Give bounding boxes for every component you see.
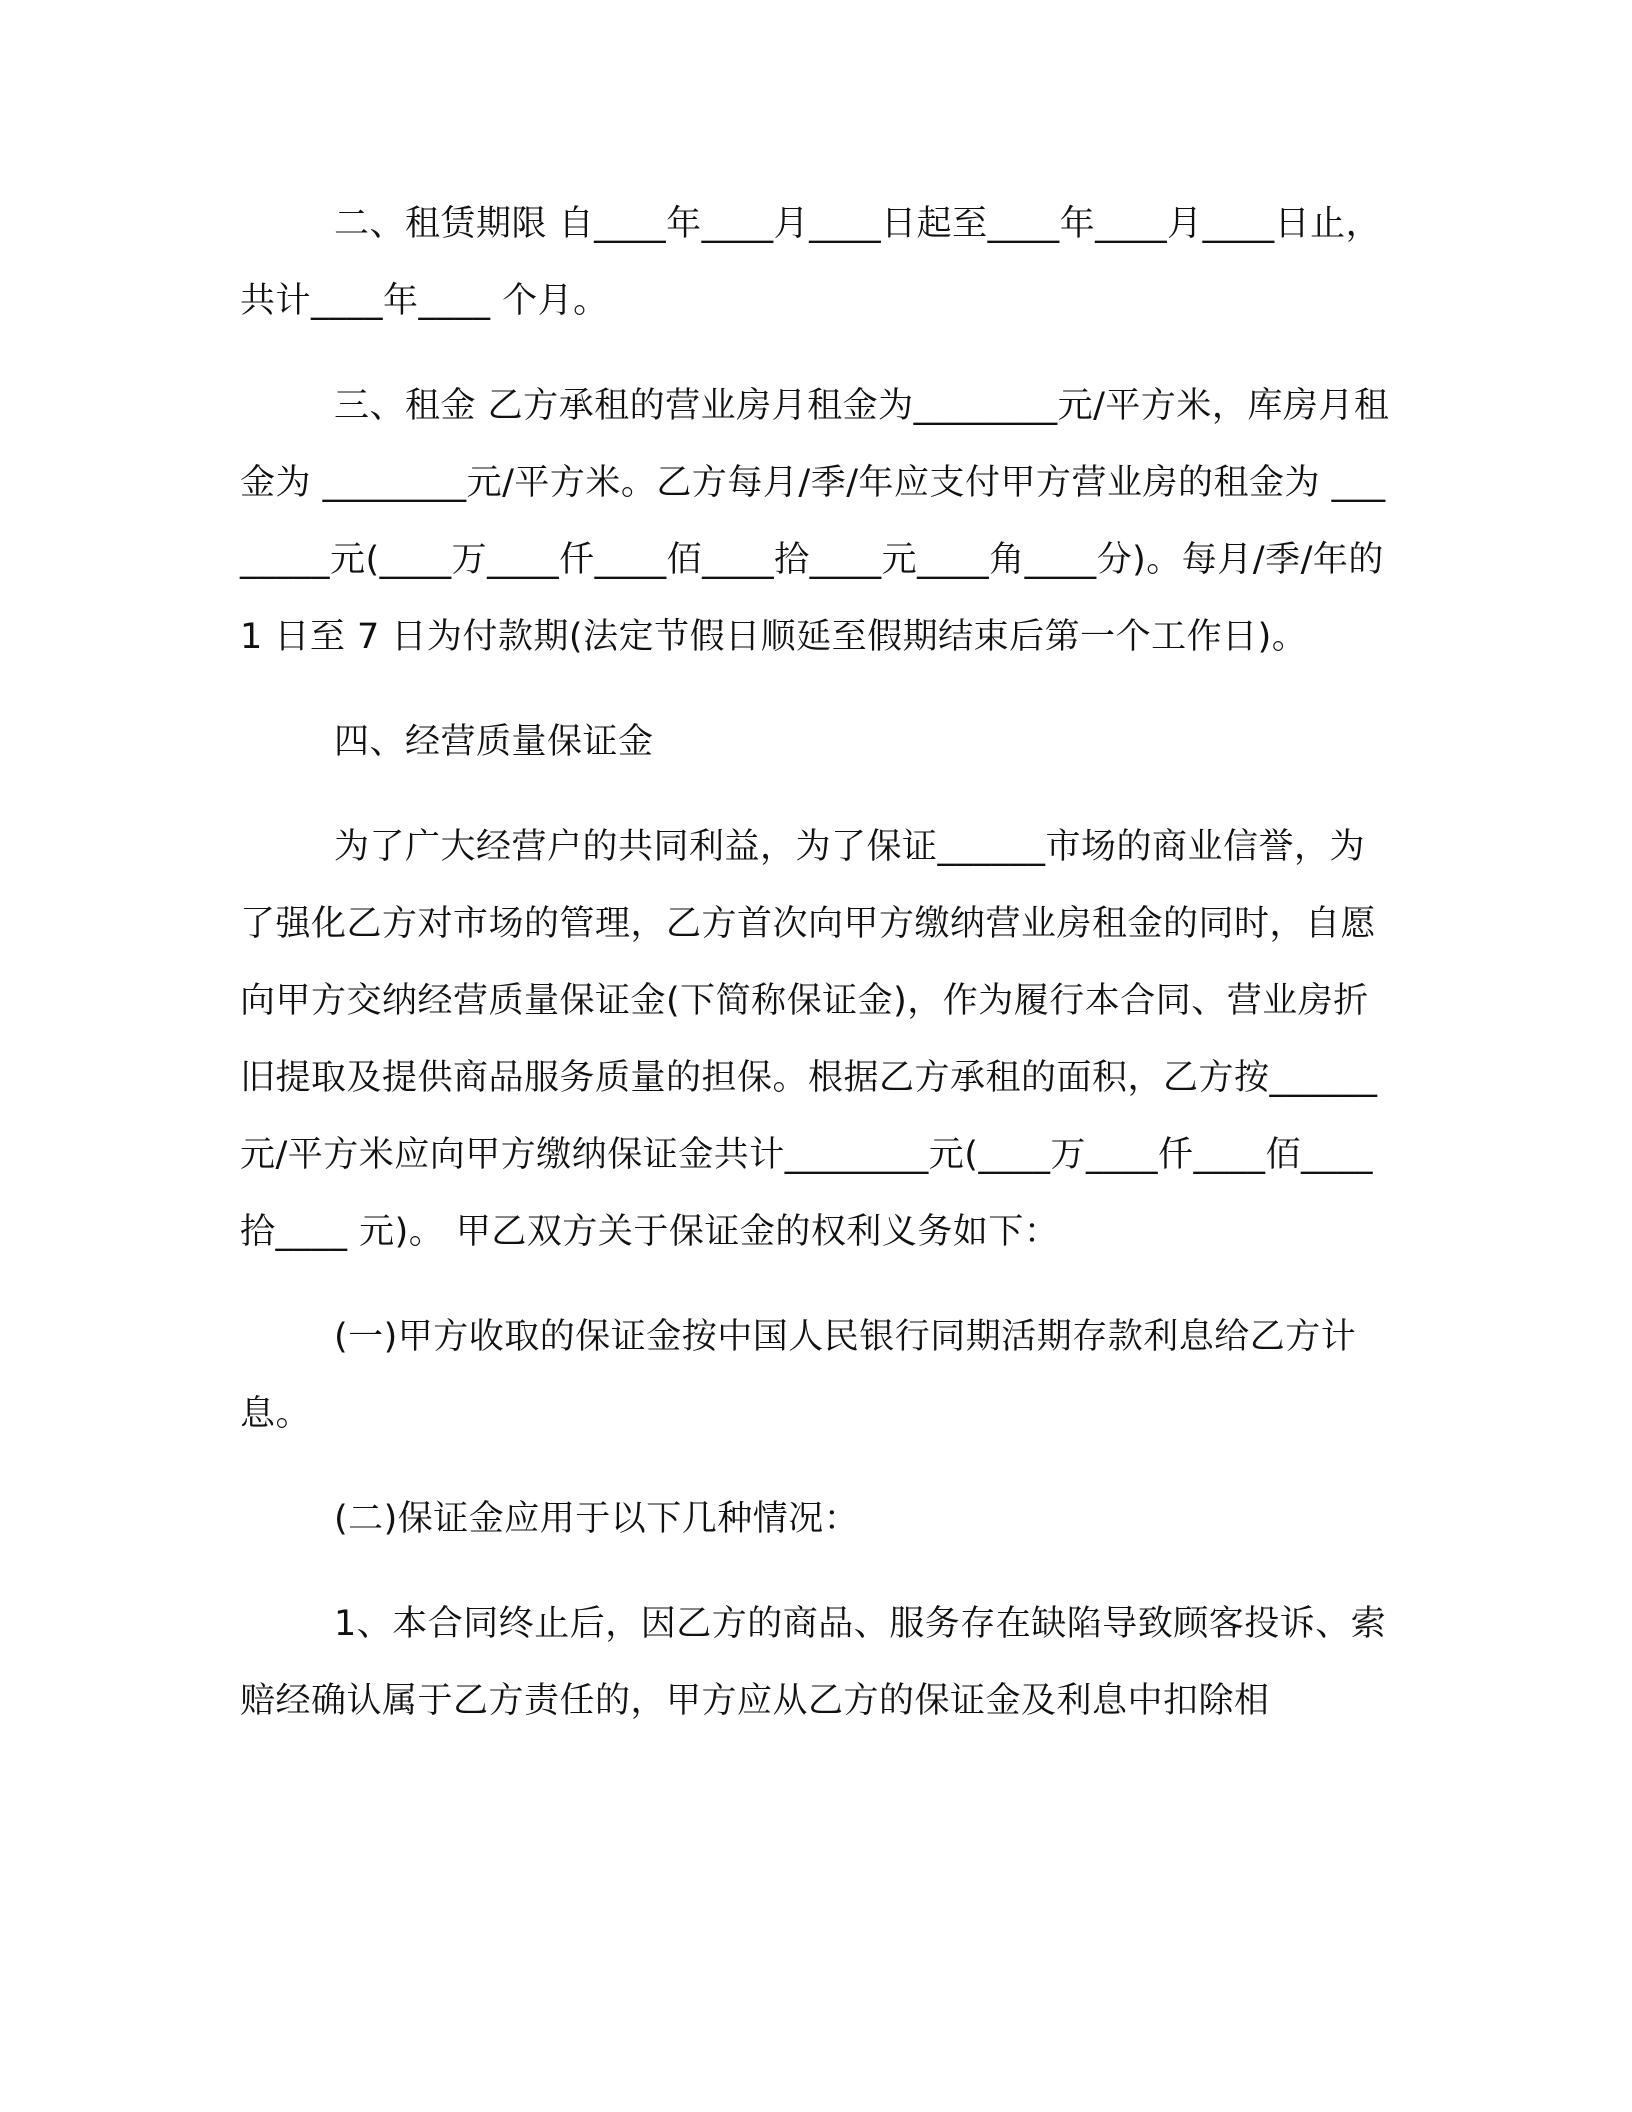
paragraph-deposit: 为了广大经营户的共同利益，为了保证______市场的商业信誉，为了强化乙方对市场的管理，乙方首次向甲方缴纳营业房租金的同时，自愿向甲方交纳经营质量保证金(下简称保证金)，作为履行本合同、营业房折旧提取及提供商品服务质量的担保。根据乙方承租的面积，乙方按______元/平方米应向甲方缴纳保证金共计________元(____万____仟____佰____拾____ 元)。 甲乙双方关于保证金的权利义务如下： (240, 827, 1378, 1252)
section-heading-deposit: 四、经营质量保证金 (334, 722, 654, 762)
paragraph-lease-term: 二、租赁期限 自____年____月____日起至____年____月____日止，共计____年____ 个月。 (240, 204, 1382, 321)
paragraph-rent: 三、租金 乙方承租的营业房月租金为________元/平方米，库房月租金为 ________元/平方米。乙方每月/季/年应支付甲方营业房的租金为 ________元(____万____仟____佰____拾____元____角____分)。每月/季/年的 1 日至 7 日为付款期(法定节假日顺延至假期结束后第一个工作日)。 (240, 386, 1390, 657)
paragraph-deposit-case-1: 1、本合同终止后，因乙方的商品、服务存在缺陷导致顾客投诉、索赔经确认属于乙方责任的，甲方应从乙方的保证金及利息中扣除相 (240, 1604, 1387, 1721)
paragraph-deposit-interest: (一)甲方收取的保证金按中国人民银行同期活期存款利息给乙方计息。 (240, 1317, 1357, 1434)
paragraph-deposit-usage: (二)保证金应用于以下几种情况： (334, 1499, 860, 1539)
document-page (240, 186, 1390, 1768)
